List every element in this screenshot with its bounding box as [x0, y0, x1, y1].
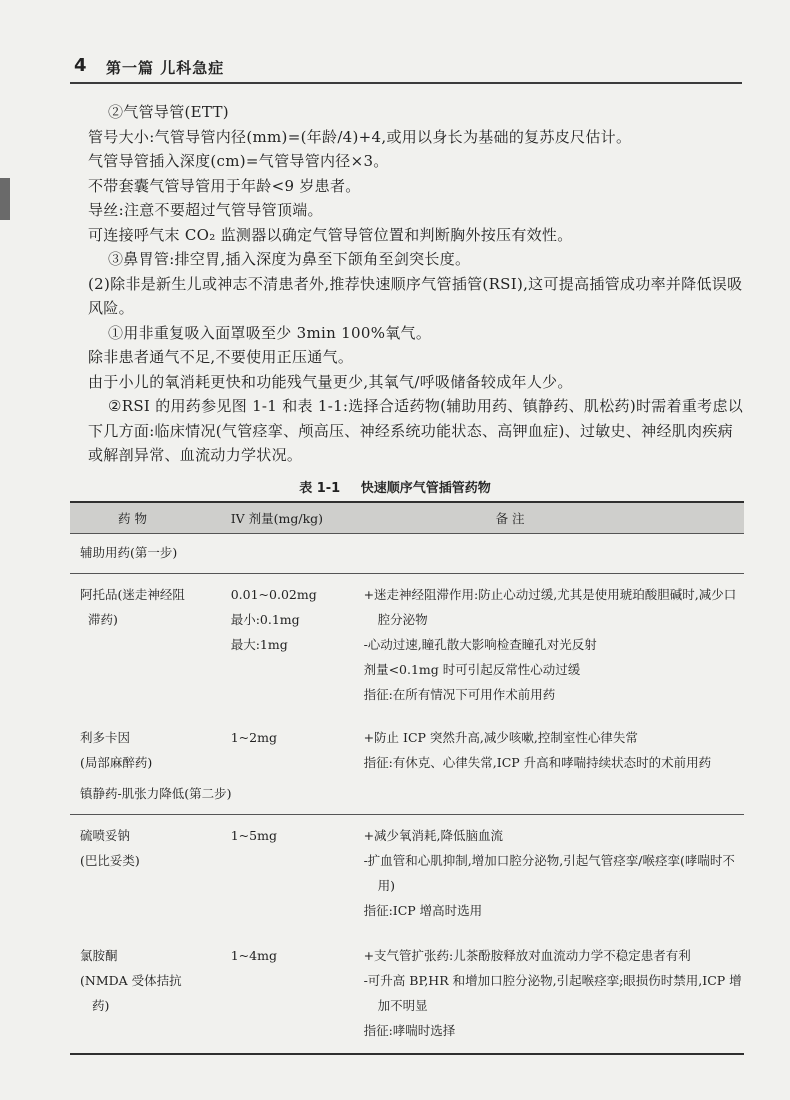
drug-name: (局部麻醉药) [80, 755, 153, 770]
notes-cell [346, 717, 744, 775]
drug-name: (巴比妥类) [80, 853, 140, 868]
drug-name: 滞药) [88, 612, 118, 627]
note: 指征:ICP 增高时选用 [363, 903, 483, 918]
notes-cell [346, 574, 744, 718]
note: 指征:在所有情况下可用作术前用药 [363, 687, 556, 702]
note: +迷走神经阻滞作用:防止心动过缓,尤其是使用琥珀酸胆碱时,减少口腔分泌物 [363, 587, 737, 627]
header-drug: 药 物 [70, 502, 221, 534]
drug-name-cell [70, 717, 221, 775]
notes-cell [346, 935, 744, 1054]
header-dose: IV 剂量(mg/kg) [221, 502, 346, 534]
drug-name-cell [70, 574, 221, 718]
header-notes: 备 注 [346, 502, 744, 534]
drug-name: 利多卡因 [80, 730, 131, 745]
paragraph: 管号大小:气管导管内径(mm)=(年龄/4)+4,或用以身长为基础的复苏皮尺估计。 [88, 127, 632, 146]
section-row-adjunct [70, 534, 744, 574]
section-label: 镇静药-肌张力降低(第二步) [70, 775, 744, 815]
paragraph: ③鼻胃管:排空胃,插入深度为鼻至下颌角至剑突长度。 [108, 250, 471, 268]
dose-value: 0.01~0.02mg [230, 587, 317, 602]
dose-cell [221, 935, 346, 1054]
body-text [88, 100, 748, 468]
note: +减少氧消耗,降低脑血流 [363, 828, 504, 843]
dose-value: 最大:1mg [230, 637, 288, 652]
dose-value: 最小:0.1mg [230, 612, 300, 627]
drug-name-cell [70, 815, 221, 936]
note: -可升高 BP,HR 和增加口腔分泌物,引起喉痉挛;眼损伤时禁用,ICP 增加不明显 [363, 973, 742, 1013]
section-row-sedative [70, 775, 744, 815]
table-row [70, 815, 744, 936]
paragraph: ①用非重复吸入面罩吸至少 3min 100%氧气。 [108, 323, 432, 342]
section-label: 辅助用药(第一步) [70, 534, 744, 574]
paragraph: 气管导管插入深度(cm)=气管导管内径×3。 [88, 152, 389, 170]
note: 指征:哮喘时选择 [363, 1023, 456, 1038]
page-number: 4 [74, 55, 87, 76]
table-caption-number: 表 1-1 [299, 481, 341, 496]
table-caption-title: 快速顺序气管插管药物 [360, 481, 491, 496]
drug-name: 药) [92, 998, 110, 1013]
dose-value: 1~5mg [230, 828, 277, 843]
paragraph: ②RSI 的用药参见图 1-1 和表 1-1:选择合适药物(辅助用药、镇静药、肌松药)时需着重考虑以下几方面:临床情况(气管痉挛、颅高压、神经系统功能状态、高钾血症)、过敏史、神经肌肉疾病或解剖异常、血流动力学状况。 [88, 397, 744, 464]
dose-value: 1~2mg [230, 730, 277, 745]
drug-name: 氯胺酮 [80, 948, 118, 963]
note: 剂量<0.1mg 时可引起反常性心动过缓 [363, 662, 581, 677]
paragraph: 导丝:注意不要超过气管导管顶端。 [88, 201, 323, 219]
table-row [70, 574, 744, 718]
paragraph: 由于小儿的氧消耗更快和功能残气量更少,其氧气/呼吸储备较成年人少。 [88, 372, 573, 391]
drug-name: (NMDA 受体拮抗 [80, 973, 182, 988]
drug-name-cell [70, 935, 221, 1054]
section-title: 第一篇 儿科急症 [106, 59, 225, 77]
drug-name: 阿托品(迷走神经阻 [80, 587, 185, 602]
note: +支气管扩张药:儿茶酚胺释放对血流动力学不稳定患者有利 [363, 948, 691, 963]
table-row [70, 717, 744, 775]
paragraph: 不带套囊气管导管用于年龄<9 岁患者。 [88, 176, 361, 195]
table-row [70, 935, 744, 1054]
paragraph: (2)除非是新生儿或神志不清患者外,推荐快速顺序气管插管(RSI),这可提高插管成功率并降低误吸风险。 [88, 274, 743, 317]
paragraph: 可连接呼气末 CO₂ 监测器以确定气管导管位置和判断胸外按压有效性。 [88, 225, 573, 244]
dose-cell [221, 717, 346, 775]
table-header-row [70, 502, 744, 534]
paragraph: 除非患者通气不足,不要使用正压通气。 [88, 348, 354, 366]
rsi-drug-table [70, 501, 744, 1055]
dose-cell [221, 815, 346, 936]
note: -扩血管和心肌抑制,增加口腔分泌物,引起气管痉挛/喉痉挛(哮喘时不用) [363, 853, 735, 893]
paragraph: ②气管导管(ETT) [108, 103, 229, 121]
table-caption [0, 477, 790, 496]
dose-cell [221, 574, 346, 718]
notes-cell [346, 815, 744, 936]
note: -心动过速,瞳孔散大影响检查瞳孔对光反射 [363, 637, 597, 652]
drug-name: 硫喷妥钠 [80, 828, 131, 843]
note: +防止 ICP 突然升高,减少咳嗽,控制室性心律失常 [363, 730, 638, 745]
dose-value: 1~4mg [230, 948, 277, 963]
chapter-edge-tab [0, 178, 10, 220]
note: 指征:有休克、心律失常,ICP 升高和哮喘持续状态时的术前用药 [363, 755, 712, 770]
page-header [70, 48, 742, 84]
